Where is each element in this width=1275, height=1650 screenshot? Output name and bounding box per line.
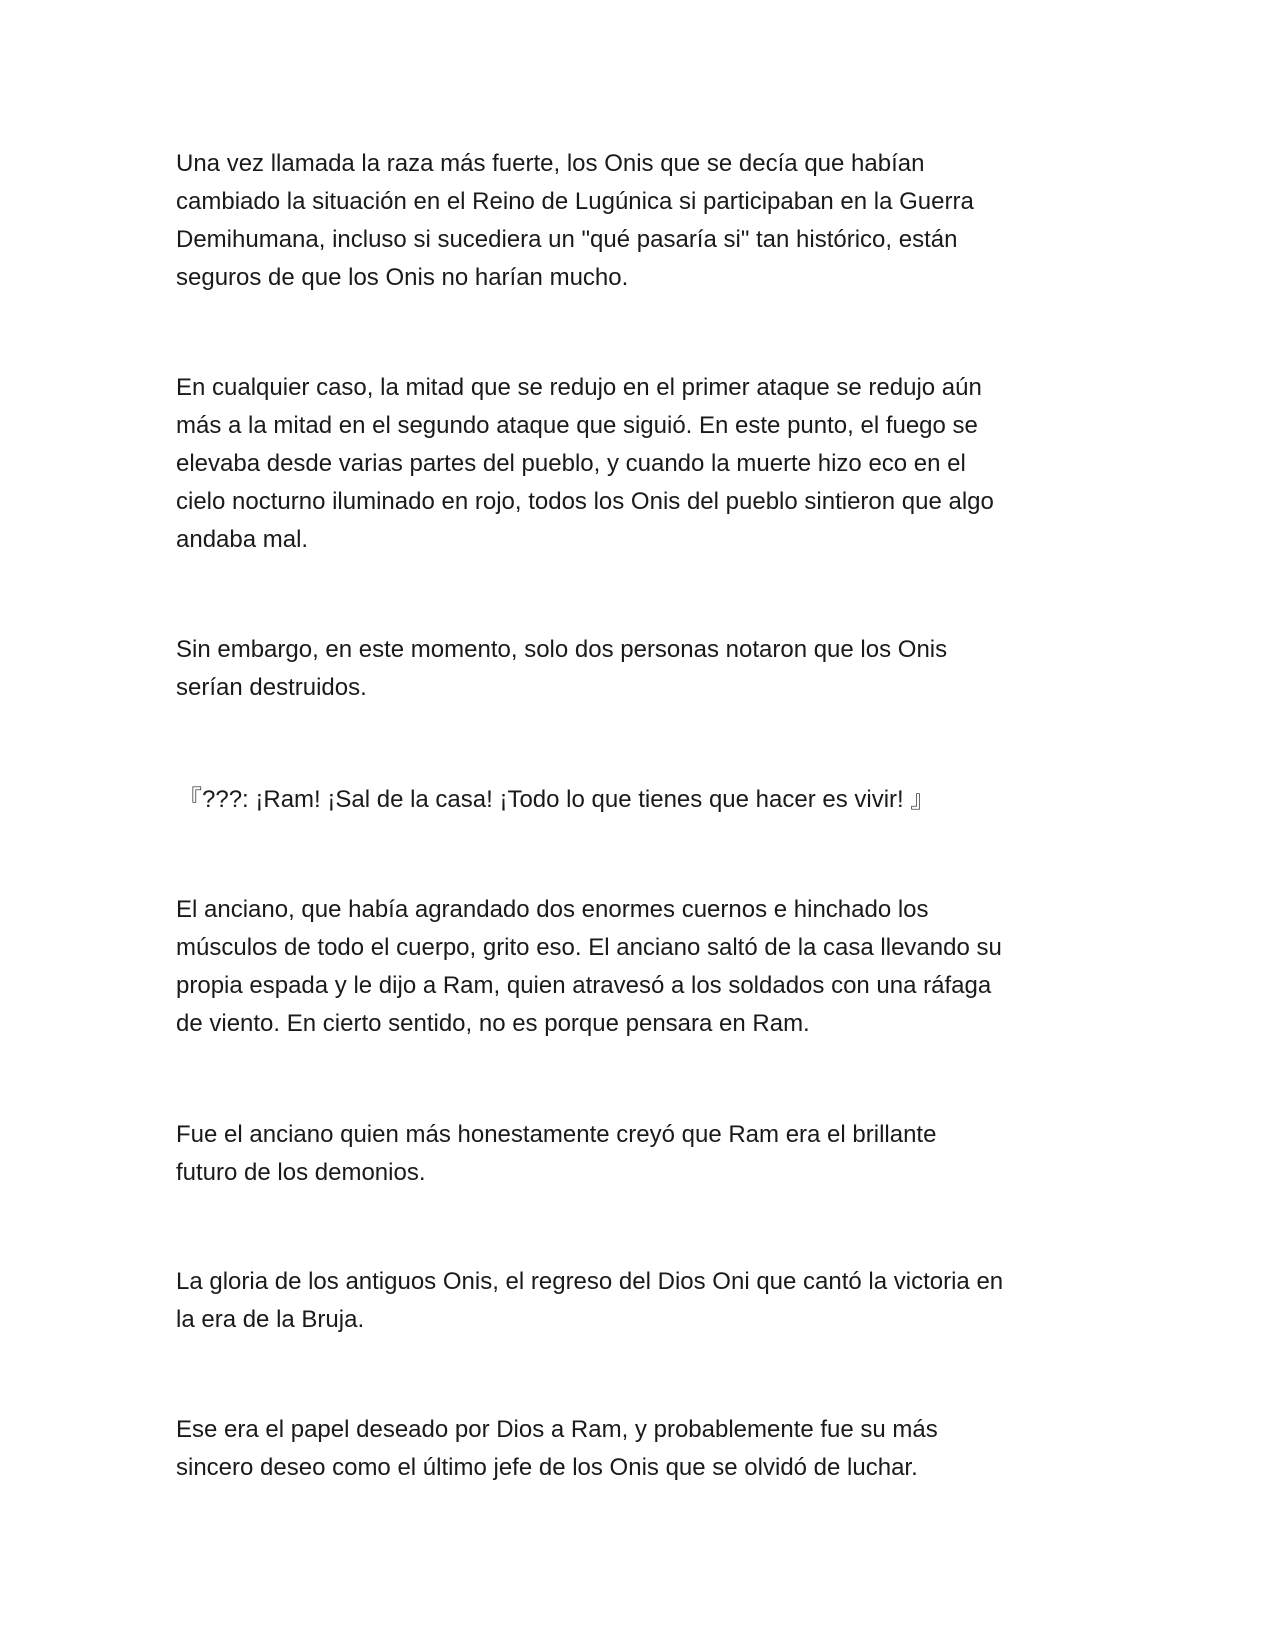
paragraph-6: Fue el anciano quien más honestamente creyó que Ram era el brillante futuro de los demonios. (176, 1121, 937, 1186)
paragraph-5: El anciano, que había agrandado dos enormes cuernos e hinchado los músculos de todo el cuerpo, grito eso. El anciano saltó de la casa llevando su propia espada y le dijo a Ram, quien atravesó a los soldados con una ráfaga de viento. En cierto sentido, no es porque pensara en Ram. (176, 896, 1002, 1037)
paragraph-1: Una vez llamada la raza más fuerte, los Onis que se decía que habían cambiado la situación en el Reino de Lugúnica si participaban en la Guerra Demihumana, incluso si sucediera un "qué pasaría si" tan histórico, están seguros de que los Onis no harían mucho. (176, 150, 974, 291)
dialogue-line: 『???: ¡Ram! ¡Sal de la casa! ¡Todo lo que tienes que hacer es vivir! 』 (178, 786, 935, 813)
paragraph-8: Ese era el papel deseado por Dios a Ram, y probablemente fue su más sincero deseo como el último jefe de los Onis que se olvidó de luchar. (176, 1416, 938, 1481)
paragraph-7: La gloria de los antiguos Onis, el regreso del Dios Oni que cantó la victoria en la era de la Bruja. (176, 1268, 1004, 1333)
paragraph-3: Sin embargo, en este momento, solo dos personas notaron que los Onis serían destruidos. (176, 636, 948, 701)
paragraph-2: En cualquier caso, la mitad que se redujo en el primer ataque se redujo aún más a la mitad en el segundo ataque que siguió. En este punto, el fuego se elevaba desde varias partes del pueblo, y cuando la muerte hizo eco en el cielo nocturno iluminado en rojo, todos los Onis del pueblo sintieron que algo andaba mal. (176, 374, 994, 553)
